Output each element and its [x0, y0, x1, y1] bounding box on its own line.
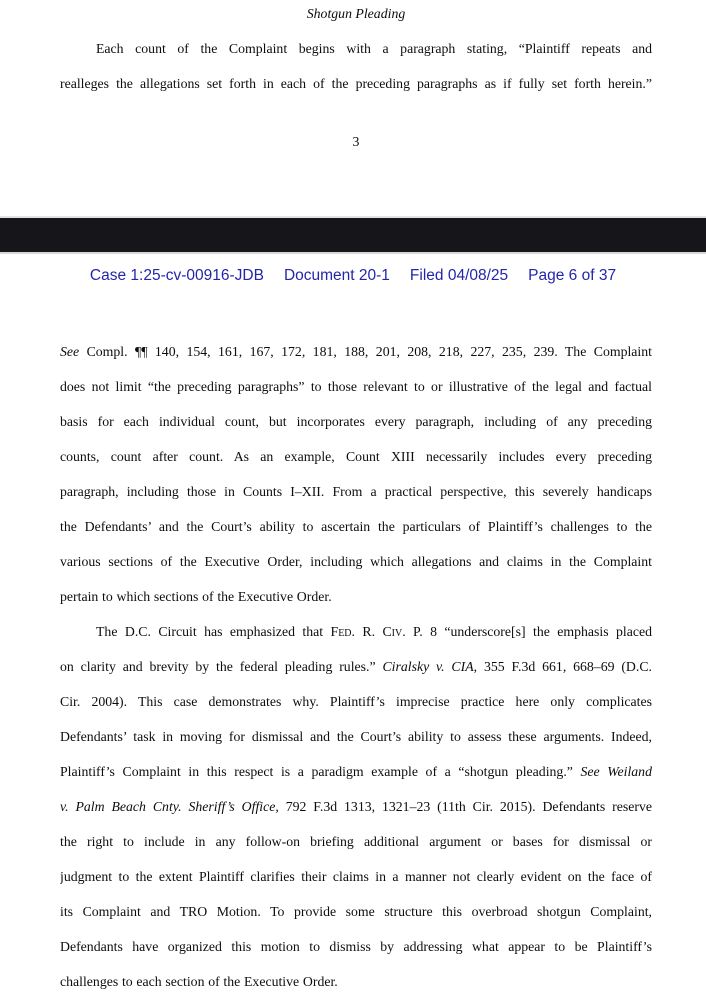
stamp-filed-date: Filed 04/08/25 [409, 267, 509, 284]
case-stamp [0, 266, 706, 286]
text-run: does not limit “the preceding paragraphs” to those relevant to or illustrative of the legal and factual [60, 379, 652, 394]
text-run: Compl. ¶¶ 140, 154, 161, 167, 172, 181, 188, 201, 208, 218, 227, 235, 239. The Complaint [79, 344, 652, 359]
stamp-document-number: Document 20-1 [283, 267, 390, 284]
text-line [60, 404, 652, 439]
text-run: pertain to which sections of the Executive Order. [60, 589, 332, 604]
text-line [60, 334, 652, 369]
stamp-case-number: Case 1:25-cv-00916-JDB [89, 267, 264, 284]
text-run: the Defendants’ and the Court’s ability to ascertain the particulars of Plaintiff’s challenges to the [60, 519, 652, 534]
text-line [60, 31, 652, 66]
text-run: its Complaint and TRO Motion. To provide some structure this overbroad shotgun Complaint, [60, 904, 652, 919]
italic-text: See Weiland [580, 764, 652, 779]
text-line [60, 509, 652, 544]
text-line [60, 684, 652, 719]
text-line [60, 824, 652, 859]
text-line [60, 929, 652, 964]
text-run: Plaintiff’s Complaint in this respect is a paradigm example of a “shotgun pleading.” [60, 764, 581, 779]
page-separator [0, 216, 706, 254]
text-line [60, 369, 652, 404]
section-heading: Shotgun Pleading [306, 6, 406, 21]
page5-paragraph [60, 31, 652, 101]
text-run: , 355 F.3d 661, 668–69 (D.C. [473, 659, 652, 674]
text-line [60, 579, 652, 614]
text-line [60, 789, 652, 824]
text-line [60, 544, 652, 579]
text-run: counts, count after count. As an example, Count XIII necessarily includes every preceding [60, 449, 652, 464]
page-number: 3 [352, 134, 360, 149]
text-run: Defendants’ task in moving for dismissal and the Court’s ability to assess these arguments. Indeed, [60, 729, 652, 744]
text-line [60, 964, 652, 999]
text-run: , 792 F.3d 1313, 1321–23 (11th Cir. 2015). Defendants reserve [275, 799, 652, 814]
text-run: The D.C. Circuit has emphasized that [96, 624, 331, 639]
text-line [60, 474, 652, 509]
body-text [60, 334, 652, 999]
text-run: the right to include in any follow-on briefing additional argument or bases for dismissal or [60, 834, 652, 849]
italic-text: v. Palm Beach Cnty. Sheriff’s Office [60, 799, 276, 814]
text-run: Defendants have organized this motion to dismiss by addressing what appear to be Plaintiff’s [60, 939, 652, 954]
italic-text: See [60, 344, 80, 359]
text-run: on clarity and brevity by the federal pleading rules.” [60, 659, 383, 674]
text-line [60, 649, 652, 684]
smallcaps-text: Fed. R. Civ. P. [330, 624, 423, 639]
italic-text: Ciralsky v. CIA [382, 659, 474, 674]
text-run: various sections of the Executive Order, including which allegations and claims in the Complaint [60, 554, 652, 569]
text-run: judgment to the extent Plaintiff clarifies their claims in a manner not clearly evident on the face of [60, 869, 652, 884]
text-line [60, 439, 652, 474]
text-run: basis for each individual count, but incorporates every paragraph, including of any preceding [60, 414, 652, 429]
stamp-page-info: Page 6 of 37 [528, 267, 617, 284]
text-line [60, 66, 652, 101]
text-line [60, 719, 652, 754]
text-run: 8 “underscore[s] the emphasis placed [422, 624, 652, 639]
text-run: realleges the allegations set forth in each of the preceding paragraphs as if fully set forth herein.” [60, 76, 652, 91]
text-line [60, 614, 652, 649]
text-run: Each count of the Complaint begins with a paragraph stating, “Plaintiff repeats and [96, 41, 652, 56]
text-line [60, 754, 652, 789]
text-line [60, 894, 652, 929]
text-run: challenges to each section of the Executive Order. [60, 974, 338, 989]
text-run: paragraph, including those in Counts I–XII. From a practical perspective, this severely handicaps [60, 484, 652, 499]
text-line [60, 859, 652, 894]
text-run: Cir. 2004). This case demonstrates why. Plaintiff’s imprecise practice here only complicates [60, 694, 652, 709]
